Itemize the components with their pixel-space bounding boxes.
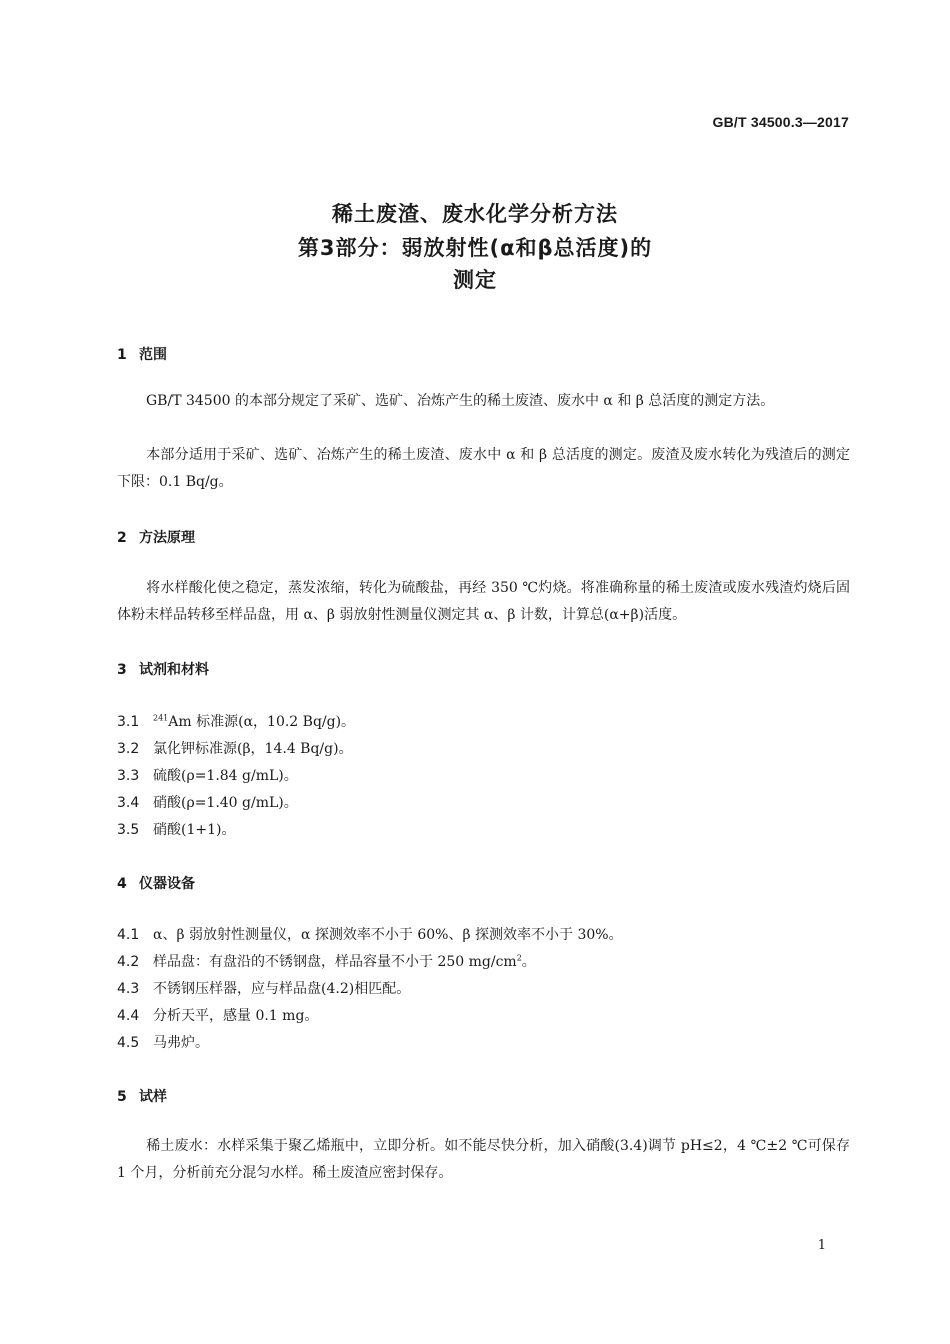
list-item — [117, 738, 353, 758]
item-text-tail: 。 — [521, 954, 536, 970]
paragraph-text: 将水样酸化使之稳定，蒸发浓缩，转化为硫酸盐，再经 350 ℃灼烧。将准确称量的稀土废渣或废水残渣灼烧后固体粉末样品转移至样品盘，用 α、β 弱放射性测量仪测定其 α、β 计数，计算总(α+β)活度。 — [117, 580, 850, 623]
item-number: 3.1 — [117, 714, 140, 730]
item-number: 3.5 — [117, 822, 140, 838]
item-number: 4.5 — [117, 1035, 140, 1051]
section-heading-reagents — [117, 659, 209, 679]
paragraph — [117, 1133, 850, 1187]
list-item — [117, 765, 298, 785]
item-text: α、β 弱放射性测量仪，α 探测效率不小于 60%、β 探测效率不小于 30%。 — [153, 927, 623, 943]
list-item — [117, 1032, 209, 1052]
item-text: 硝酸(ρ=1.40 g/mL)。 — [153, 795, 298, 811]
item-number: 3.4 — [117, 795, 140, 811]
list-item — [117, 711, 355, 731]
section-heading-principle — [117, 527, 195, 547]
section-title: 试剂和材料 — [139, 662, 209, 678]
item-number: 3.2 — [117, 741, 140, 757]
section-number: 4 — [117, 876, 127, 892]
item-number: 3.3 — [117, 768, 140, 784]
standard-number: GB/T 34500.3—2017 — [712, 114, 849, 130]
list-item — [117, 1005, 318, 1025]
item-number: 4.2 — [117, 954, 140, 970]
item-number: 4.3 — [117, 981, 140, 997]
section-title: 方法原理 — [139, 530, 195, 546]
section-heading-sample — [117, 1086, 167, 1106]
page-number: 1 — [817, 1238, 826, 1253]
document-title-line-3: 测定 — [453, 268, 497, 292]
section-number: 5 — [117, 1089, 127, 1105]
item-number: 4.1 — [117, 927, 140, 943]
section-title: 范围 — [139, 347, 167, 363]
section-heading-scope — [117, 344, 167, 364]
item-text: 硫酸(ρ=1.84 g/mL)。 — [153, 768, 298, 784]
item-number: 4.4 — [117, 1008, 140, 1024]
paragraph-text: GB/T 34500 的本部分规定了采矿、选矿、冶炼产生的稀土废渣、废水中 α 和 β 总活度的测定方法。 — [146, 393, 775, 409]
paragraph — [117, 388, 850, 415]
section-number: 1 — [117, 347, 127, 363]
list-item — [117, 792, 298, 812]
paragraph — [117, 442, 850, 496]
paragraph-text: 稀土废水：水样采集于聚乙烯瓶中，立即分析。如不能尽快分析，加入硝酸(3.4)调节 pH≤2，4 ℃±2 ℃可保存 1 个月，分析前充分混匀水样。稀土废渣应密封保存。 — [117, 1138, 850, 1181]
item-text: 硝酸(1+1)。 — [153, 822, 236, 838]
item-text: 分析天平，感量 0.1 mg。 — [153, 1008, 319, 1024]
superscript: 2 — [516, 953, 522, 963]
paragraph — [117, 575, 850, 629]
document-title-line-1: 稀土废渣、废水化学分析方法 — [332, 202, 618, 226]
section-title: 仪器设备 — [139, 876, 195, 892]
item-text: 氯化钾标准源(β，14.4 Bq/g)。 — [153, 741, 353, 757]
section-heading-apparatus — [117, 873, 195, 893]
list-item — [117, 819, 235, 839]
list-item — [117, 978, 410, 998]
item-text: 马弗炉。 — [153, 1035, 209, 1051]
item-text: 不锈钢压样器，应与样品盘(4.2)相匹配。 — [153, 981, 411, 997]
list-item — [117, 951, 536, 971]
list-item — [117, 924, 623, 944]
item-text: 样品盘：有盘沿的不锈钢盘，样品容量不小于 250 mg/cm — [153, 954, 517, 970]
section-number: 3 — [117, 662, 127, 678]
paragraph-text: 本部分适用于采矿、选矿、冶炼产生的稀土废渣、废水中 α 和 β 总活度的测定。废渣及废水转化为残渣后的测定下限：0.1 Bq/g。 — [117, 447, 850, 490]
section-number: 2 — [117, 530, 127, 546]
superscript: 241 — [153, 713, 169, 723]
item-text: Am 标准源(α，10.2 Bq/g)。 — [168, 714, 356, 730]
section-title: 试样 — [139, 1089, 167, 1105]
document-title-line-2: 第3部分：弱放射性(α和β总活度)的 — [297, 236, 653, 260]
